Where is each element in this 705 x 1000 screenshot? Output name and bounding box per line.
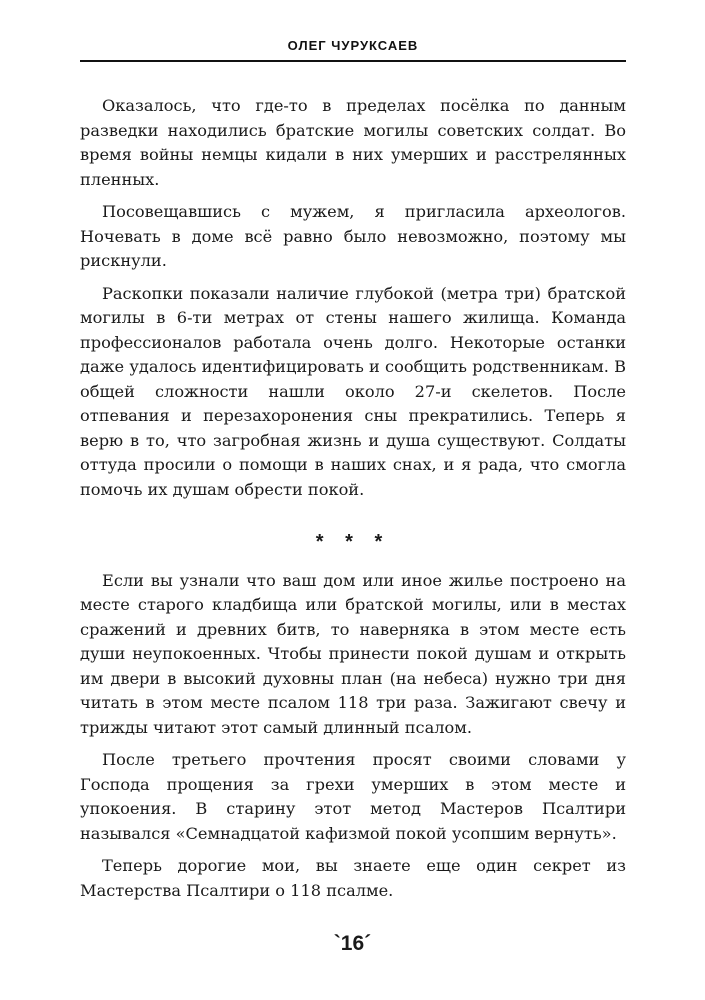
section-separator: * * * (315, 531, 391, 553)
paragraph: Посовещавшись с мужем, я пригласила археологов. Ночевать в доме всё равно было невозможно, поэтому мы рискнули. (80, 202, 626, 270)
paragraph: Оказалось, что где-то в пределах посёлка по данным разведки находились братские могилы советских солдат. Во время войны немцы кидали в них умерших и расстрелянных пленных. (80, 96, 626, 189)
paragraph: Раскопки показали наличие глубокой (метра три) братской могилы в 6-ти метрах от стены нашего жилища. Команда профессионалов работала очень долго. Некоторые останки даже удалось идентифицировать и сообщить родственникам. В общей сложности нашли около 27-и скелетов. После отпевания и перезахоронения сны прекратились. Теперь я верю в то, что загробная жизнь и душа существуют. Солдаты оттуда просили о помощи в наших снах, и я рада, что смогла помочь их душам обрести покой. (80, 283, 626, 499)
paragraph: Если вы узнали что ваш дом или иное жилье построено на месте старого кладбища или братской могилы, или в местах сражений и древних битв, то наверняка в этом месте есть души неупокоенных. Чтобы принести покой душам и открыть им двери в высокий духовны план (на небеса) нужно три дня читать в этом месте псалом 118 три раза. Зажигают свечу и трижды читают этот самый длинный псалом. (80, 570, 626, 737)
page-number: `16´ (333, 932, 372, 955)
paragraph: Теперь дорогие мои, вы знаете еще один секрет из Мастерства Псалтири о 118 псалме. (80, 856, 626, 900)
running-head: ОЛЕГ ЧУРУКСАЕВ (287, 38, 419, 53)
body-text (80, 94, 626, 911)
paragraph: После третьего прочтения просят своими словами у Господа прощения за грехи умерших в этом месте и упокоения. В старину этот метод Мастеров Псалтири назывался «Семнадцатой кафизмой покой усопшим вернуть». (80, 750, 626, 843)
header-rule (80, 60, 626, 62)
